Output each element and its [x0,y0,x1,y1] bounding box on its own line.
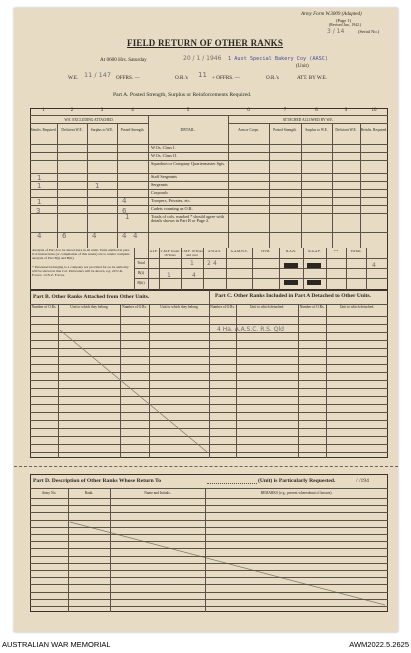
part-d-row-rule [30,606,388,607]
analysis-row-label: B(i) [137,271,145,275]
part-bc-row-rule [30,404,388,405]
analysis-rule [226,248,227,290]
part-bc-col-rule [58,304,59,458]
part-a-col-header: Surplus to W.E. [305,128,328,132]
part-d-row-rule [30,584,388,585]
handwritten-mark: 4 [122,232,127,240]
redaction-block [284,263,298,268]
analysis-rule [366,248,367,290]
handwritten-mark: 3 [36,207,41,215]
part-d-row-rule [30,577,388,578]
col-number: 4 [131,108,134,113]
analysis-head-rule [134,258,388,259]
part-a-col-header: Reinfts. Required. [360,128,388,132]
plus-offrs-label: + OFFRS. — [212,75,240,81]
analysis-note: Analysis of Part A to be shown here in all units. Units entitled in para. 9 of instructions (or compilation of this return) are to render complete analysis of Part B(i) and B(ii). [32,248,130,260]
handwritten-mark: 4 [37,232,42,240]
part-a-col-rule [332,123,333,248]
analysis-rule [326,248,327,290]
part-d-title-mid: (Unit) is Particularly Requested. [258,478,336,484]
part-d-col-header: Rank. [84,491,94,495]
part-bc-col-rule [326,304,327,458]
part-bc-row-rule [30,452,388,453]
we-label: W.E. [68,75,79,81]
part-a-row-label: W.Os. Class I. [151,144,176,150]
handwritten-mark: 1 [125,213,130,221]
part-a-row-label: Troopers, Privates, etc. [151,197,191,203]
col-number: 10 [371,108,377,113]
form-id: Army Form W.3009 (Adapted) [301,12,362,17]
part-d-title: Part D. Description of Other Ranks Whose Return To [33,478,161,484]
part-a-col-header: Reinfts. Required. [30,128,57,132]
part-a-col-rule [269,123,270,248]
personnel-note: * Personnel belonging to a company not provided for on its authority will be shown in this Col. Particulars will be shown, e.g. 20 U.K. Forces. 14 N.Z. Forces. [32,265,129,277]
left-group-label: W.E. EXCLUDING ATTACHED. [64,118,114,122]
part-d-row-rule [30,548,388,549]
analysis-head: A.I.F. [149,249,158,253]
part-d-row-rule [30,592,388,593]
part-a-col-rule [87,123,88,248]
part-c-col-header: Unit to which detached. [249,305,285,309]
part-a-col-header: Surplus to W.E. [90,128,114,132]
part-a-row-label: W.Os. Class II. [151,152,177,158]
analysis-head: C.M.F. Under 16 Years [160,249,180,257]
part-bc-row-rule [30,340,388,341]
analysis-row-rule [134,268,388,269]
part-d-blank [207,483,257,484]
part-a-row-label: Staff Sergeants [151,173,177,179]
part-d-col-header: Name and Initials. [144,491,171,495]
analysis-head: A.W.A.S. [207,249,222,253]
analysis-hw: 1 [190,260,194,267]
handwritten-mark: 4 [92,232,97,240]
analysis-row-label: Total [137,261,145,265]
part-bc-row-rule [30,324,388,325]
part-a-row-rule [30,232,388,233]
analysis-head: R.A.N. [286,249,296,253]
col-number: 9 [344,108,348,113]
ors-value: 11 [198,71,207,79]
handwritten-mark: 6 [62,232,67,240]
part-b-col-header: Number of O.Rs. [31,305,57,309]
serial-label: (Serial No.) [358,29,380,34]
unit-label: (Unit) [296,63,309,69]
part-bc-col-rule [149,304,150,458]
part-d-col-rule [205,488,206,612]
handwritten-mark: 1 [37,174,42,182]
form-revised: (Revised Jan., 1942.) [329,23,362,27]
part-bc-row-rule [30,412,388,413]
part-d-header-top [30,488,388,489]
part-a-col-rule [57,123,58,248]
analysis-head: R.A.A.F. [308,249,321,253]
part-bc-row-rule [30,316,388,317]
part-a-col-header: Deficient W.E. [335,128,357,132]
analysis-hw: 4 [192,272,196,279]
part-a-col-header: Posted Strength. [273,128,297,132]
analysis-rule [303,248,304,290]
analysis-rule [203,248,204,290]
part-a-col-header: Deficient W.E. [61,128,83,132]
part-b-title: Part B. Other Ranks Attached from Other Units. [33,294,150,300]
part-a-title: Part A. Posted Strength, Surplus or Reinforcements Required. [113,92,252,98]
col-number: 8 [315,108,318,113]
part-a-row-label: Corporals [151,189,168,195]
part-d-row-rule [30,541,388,542]
col-number: 2 [70,108,74,113]
unit-stamp: 1 Aust Special Bakery Coy (AASC) [228,56,328,62]
part-d-row-rule [30,599,388,600]
redaction-block [307,280,321,285]
part-bc-col-rule [120,304,121,458]
analysis-rule [279,248,280,290]
handwritten-mark: 6 [122,207,127,215]
at-line: At 0600 Hrs. Saturday [100,57,147,63]
ors-label: O.R.'s [175,75,188,81]
part-d-col-header: REMARKS (e.g., present whereabouts if known). [260,491,333,495]
part-b-col-header: Unit to which they belong [160,305,198,309]
part-a-row-label: Cadets counting as O.R. [151,205,193,211]
part-d-row-rule [30,556,388,557]
footer-right: AWM2022.5.2625 [349,640,409,649]
part-d-col-rule [68,488,69,612]
part-d-row-rule [30,534,388,535]
part-a-col-header: Arm or Corps. [238,128,259,132]
part-c-col-header: Unit to which detached. [339,305,375,309]
part-bc-row-rule [30,380,388,381]
part-d-row-rule [30,527,388,528]
part-d-date: / /194 [356,478,369,484]
part-a-row-label: Squadron or Company Quartermaster Sgts. [151,160,226,166]
analysis-rule [148,248,149,290]
date-filled: 20 / 1 / 1946 [183,55,222,62]
part-bc-col-rule [298,304,299,458]
form-page: (Page 1) [336,18,352,23]
part-d-col-header: Army No. [41,491,57,495]
analysis-head: A.A.M.W.S. [230,249,248,253]
part-bc-row-rule [30,420,388,421]
part-bc-row-rule [30,356,388,357]
part-c-col-header: Number of O.Rs. [299,305,325,309]
detail-header: DETAIL. [180,127,196,132]
part-bc-row-rule [30,388,388,389]
part-b-col-header: Unit to which they belong [70,305,108,309]
analysis-hw: 2 [207,260,211,267]
analysis-hw: 4 [372,262,376,269]
part-a-row-label: Sergeants [151,181,168,187]
att-label: ATT. BY W.E. [297,75,328,81]
part-bc-row-rule [30,436,388,437]
ors2-label: O.R.'s [266,75,279,81]
part-d-row-rule [30,563,388,564]
analysis-rule [346,248,347,290]
part-a-col-rule [301,123,302,248]
col-number: 5 [186,108,190,113]
analysis-head: * * [333,249,339,253]
part-bc-row-rule [30,396,388,397]
col-number: 1 [42,108,45,113]
offrs-label: OFFRS. — [116,75,140,81]
analysis-row-label: B(ii) [137,281,145,285]
serial-value: 3 / 14 [327,28,345,35]
redaction-block [307,263,321,268]
part-bc-row-rule [30,364,388,365]
redaction-block [284,280,298,285]
part-d-row-rule [30,512,388,513]
analysis-row-rule [134,278,388,279]
part-a-number-rule [30,115,388,116]
part-d-row-rule [30,570,388,571]
analysis-hw: 4 [213,260,217,267]
analysis-head: C.M.F. 19 Years and over [181,249,203,257]
col-number: 3 [100,108,104,113]
perforation [14,466,398,467]
handwritten-mark: 1 [37,198,42,206]
part-bc-row-rule [30,428,388,429]
part-d-row-rule [30,520,388,521]
part-a-col-header: Posted Strength. [120,128,145,132]
analysis-head: CIVIL [260,249,271,253]
form-title: FIELD RETURN OF OTHER RANKS [127,38,284,48]
part-a-row-label: Totals of cols. marked * should agree with details shown in Part B or Page 2. [151,213,224,224]
part-bc-row-rule [30,348,388,349]
part-d-row-rule [30,498,388,499]
part-c-hw-entry: 4 Ha. A.A.S.C. R.S. Qld [217,326,284,333]
part-b-col-header: Number of O.Rs. [122,305,147,309]
col-number: 7 [283,108,287,113]
part-c-col-header: Number of O.Rs. [210,305,235,309]
col-number: 6 [247,108,250,113]
analysis-rule [252,248,253,290]
part-bc-row-rule [30,372,388,373]
part-bc-row-rule [30,444,388,445]
group-rule [30,123,148,124]
group-rule [228,123,388,124]
part-d-row-rule [30,505,388,506]
part-c-title: Part C. Other Ranks Included in Part A Detached to Other Units. [215,293,371,299]
handwritten-mark: 1 [95,182,100,190]
right-group-label: ATTACHED ALLOWED BY W.E. [282,118,334,122]
footer-left: AUSTRALIAN WAR MEMORIAL [2,640,111,649]
handwritten-mark: 1 [37,182,42,190]
analysis-head: TOTAL [350,249,362,253]
handwritten-mark: 4 [122,197,127,205]
handwritten-mark: 4 [133,232,138,240]
we-value: 11 / 147 [84,71,111,79]
analysis-hw: 1 [167,272,171,279]
part-a-col-rule [117,123,118,248]
part-d-col-rule [110,488,111,612]
part-bc-row-rule [30,332,388,333]
part-a-col-rule [360,123,361,248]
